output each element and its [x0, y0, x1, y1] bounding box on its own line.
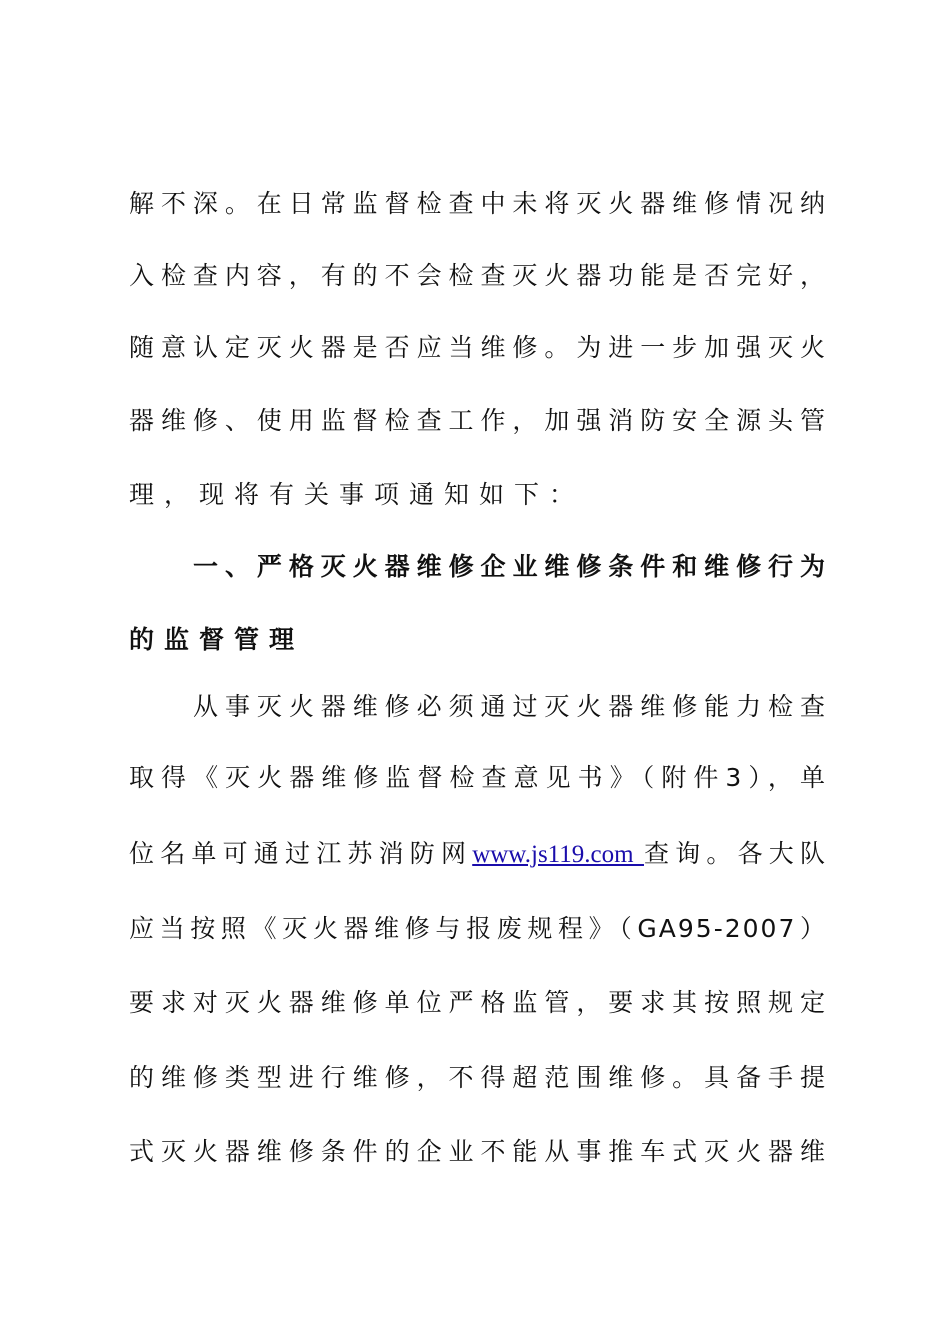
para2-line-7: 式灭火器维修条件的企业不能从事推车式灭火器维	[129, 1137, 827, 1166]
para2-line-3	[129, 831, 827, 877]
section-heading-line-2: 的监督管理	[129, 625, 305, 654]
para2-line-6: 的维修类型进行维修，不得超范围维修。具备手提	[129, 1063, 827, 1092]
body-line-4: 器维修、使用监督检查工作，加强消防安全源头管	[129, 406, 827, 435]
body-line-5: 理，现将有关事项通知如下：	[129, 480, 585, 509]
js119-website-link[interactable]: www.js119.com	[472, 841, 644, 868]
para2-line-1: 从事灭火器维修必须通过灭火器维修能力检查	[193, 692, 827, 721]
para2-line-4: 应当按照《灭火器维修与报废规程》（GA95-2007）	[129, 914, 827, 943]
body-line-2: 入检查内容，有的不会检查灭火器功能是否完好，	[129, 261, 827, 290]
para2-line-5: 要求对灭火器维修单位严格监管，要求其按照规定	[129, 988, 827, 1017]
body-line-3: 随意认定灭火器是否应当维修。为进一步加强灭火	[129, 333, 827, 362]
section-heading-line-1: 一、严格灭火器维修企业维修条件和维修行为	[193, 552, 827, 581]
para2-line-3-prefix: 位名单可通过江苏消防网	[129, 839, 473, 868]
para2-line-3-suffix: 查询。各大队	[643, 839, 827, 868]
body-line-1: 解不深。在日常监督检查中未将灭火器维修情况纳	[129, 189, 827, 218]
para2-line-2: 取得《灭火器维修监督检查意见书》（附件3），单	[129, 763, 827, 792]
